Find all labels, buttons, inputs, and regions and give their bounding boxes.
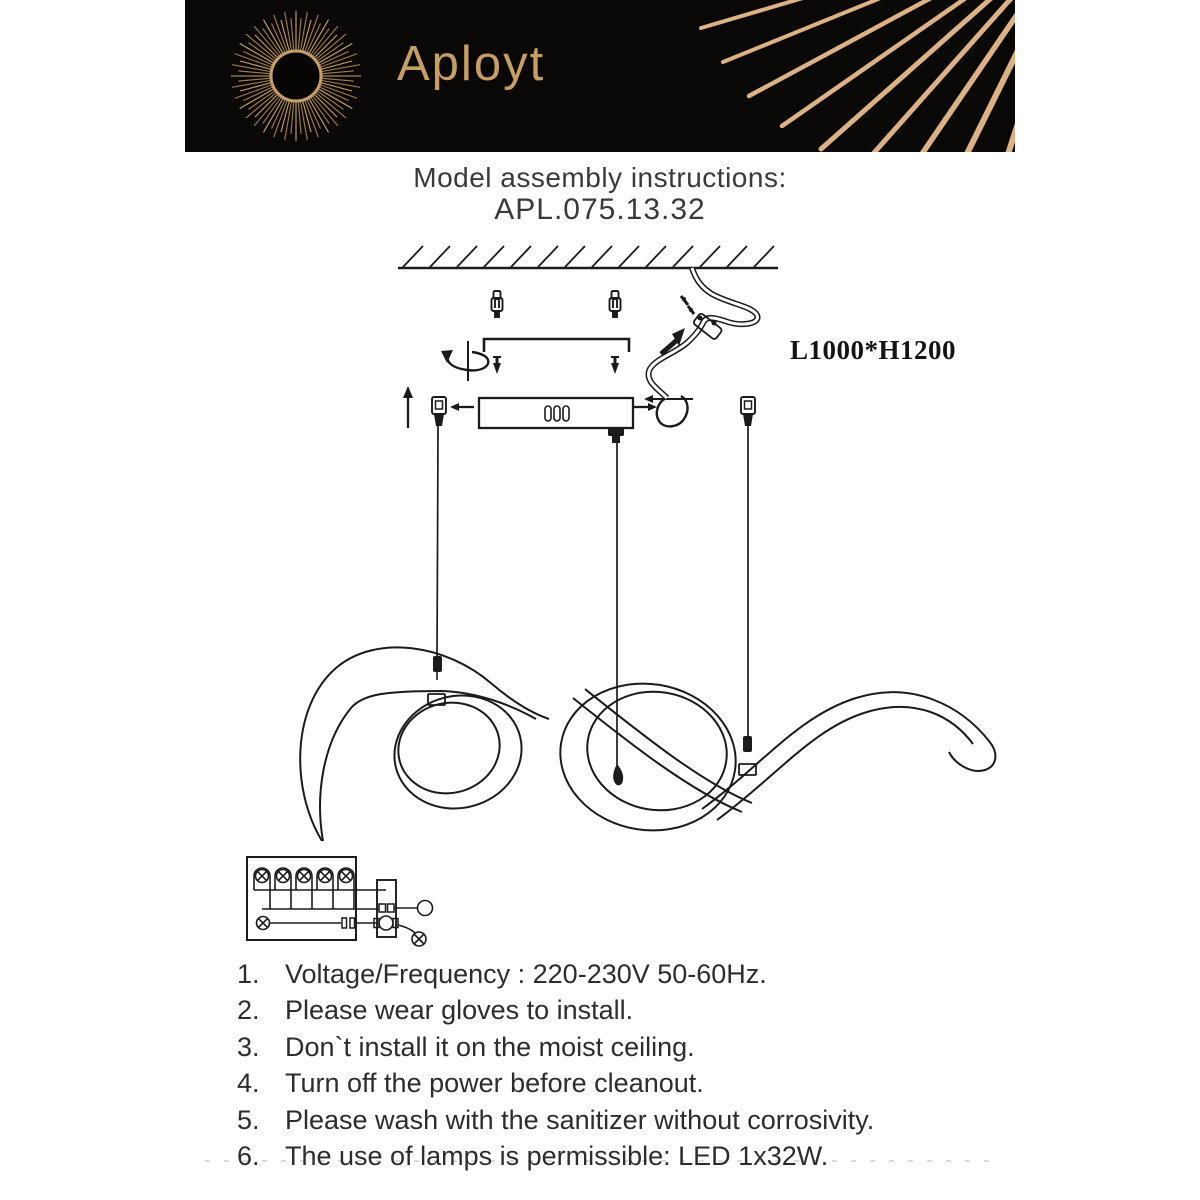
item-text: Don`t install it on the moist ceiling.: [285, 1031, 695, 1062]
dimension-label: L1000*H1200: [790, 335, 957, 365]
canopy: [479, 398, 633, 443]
left-arrow-icon: [450, 403, 474, 411]
up-arrow-icon: [403, 386, 413, 428]
page-title: Model assembly instructions:: [413, 162, 787, 193]
cord-connector: [432, 397, 755, 737]
list-item: [237, 956, 1027, 992]
screw-icon: [493, 356, 619, 374]
item-text: The use of lamps is permissible: LED 1x32W.: [285, 1141, 829, 1172]
model-code: APL.075.13.32: [494, 193, 706, 226]
right-arrow-icon: [633, 403, 657, 411]
item-number: 5.: [237, 1104, 260, 1135]
wall-anchor-icon: [492, 291, 621, 317]
chandelier-ribbon: [300, 647, 995, 842]
item-text: Voltage/Frequency : 220-230V 50-60Hz.: [285, 959, 767, 989]
item-text: Please wear gloves to install.: [285, 995, 634, 1026]
rotate-icon-right: [644, 395, 693, 426]
item-number: 1.: [237, 959, 260, 989]
rotate-icon: [441, 341, 488, 381]
wiring-diagram: [247, 857, 433, 946]
item-number: 4.: [237, 1068, 260, 1099]
item-text: Turn off the power before cleanout.: [285, 1068, 704, 1099]
power-cable: [649, 268, 758, 398]
mounting-bracket: [484, 339, 629, 352]
brand-name: Aployt: [397, 37, 546, 91]
list-item: [237, 1065, 1027, 1101]
item-number: 2.: [237, 995, 260, 1026]
list-item: [237, 992, 1027, 1028]
list-item: [237, 1138, 1027, 1174]
list-item: [237, 1029, 1027, 1065]
list-item: [237, 1102, 1027, 1138]
instructions-list: [237, 956, 1027, 1174]
item-number: 3.: [237, 1031, 260, 1062]
lamp-icon: [254, 868, 354, 890]
ceiling-hatch: [398, 246, 778, 268]
item-text: Please wash with the sanitizer without corrosivity.: [285, 1104, 875, 1135]
item-number: 6.: [237, 1141, 260, 1172]
